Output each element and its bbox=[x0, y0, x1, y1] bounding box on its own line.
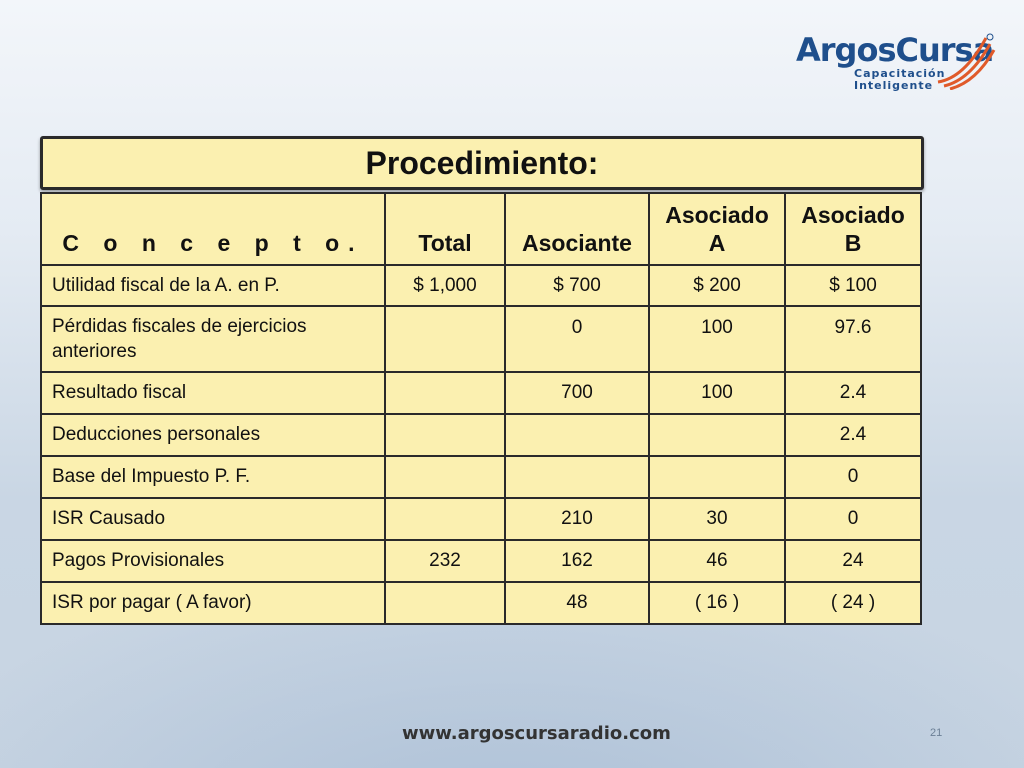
row-value-cell bbox=[649, 414, 785, 456]
table-row bbox=[41, 456, 921, 498]
row-concept-cell: Base del Impuesto P. F. bbox=[41, 456, 385, 498]
header-asociante: Asociante bbox=[505, 193, 649, 265]
row-value-cell bbox=[505, 456, 649, 498]
row-value-cell: 700 bbox=[505, 372, 649, 414]
row-value-cell: 0 bbox=[785, 498, 921, 540]
row-value-cell: 210 bbox=[505, 498, 649, 540]
row-value-cell bbox=[385, 498, 505, 540]
table-row bbox=[41, 306, 921, 372]
row-value-cell: 0 bbox=[785, 456, 921, 498]
row-value-cell: 2.4 bbox=[785, 414, 921, 456]
table-header-row bbox=[41, 193, 921, 265]
row-value-cell bbox=[385, 306, 505, 372]
row-value-cell: 48 bbox=[505, 582, 649, 624]
table-row bbox=[41, 582, 921, 624]
logo-tagline-2: Inteligente bbox=[854, 79, 934, 92]
logo-swoosh-icon bbox=[934, 32, 996, 90]
row-concept-cell: Pagos Provisionales bbox=[41, 540, 385, 582]
row-value-cell: 2.4 bbox=[785, 372, 921, 414]
row-concept-cell: Resultado fiscal bbox=[41, 372, 385, 414]
header-concepto: C o n c e p t o. bbox=[41, 193, 385, 265]
header-asociado-a: Asociado A bbox=[649, 193, 785, 265]
logo-brand-text: ArgosCursa bbox=[796, 31, 994, 69]
table-row bbox=[41, 265, 921, 306]
procedure-table bbox=[40, 192, 922, 625]
row-value-cell bbox=[385, 372, 505, 414]
logo-tagline-1: Capacitación bbox=[854, 67, 946, 80]
slide-number: 21 bbox=[930, 727, 943, 739]
row-concept-cell: ISR por pagar ( A favor) bbox=[41, 582, 385, 624]
row-value-cell: 232 bbox=[385, 540, 505, 582]
header-asociado-b: Asociado B bbox=[785, 193, 921, 265]
row-value-cell bbox=[505, 414, 649, 456]
row-concept-cell: ISR Causado bbox=[41, 498, 385, 540]
row-value-cell bbox=[385, 582, 505, 624]
brand-logo bbox=[796, 30, 996, 92]
row-value-cell: 46 bbox=[649, 540, 785, 582]
table-row bbox=[41, 498, 921, 540]
row-concept-cell: Deducciones personales bbox=[41, 414, 385, 456]
header-total: Total bbox=[385, 193, 505, 265]
row-value-cell: $ 100 bbox=[785, 265, 921, 306]
row-value-cell: ( 24 ) bbox=[785, 582, 921, 624]
table-row bbox=[41, 414, 921, 456]
row-value-cell bbox=[385, 456, 505, 498]
row-value-cell: 100 bbox=[649, 372, 785, 414]
row-value-cell: 100 bbox=[649, 306, 785, 372]
row-concept-cell: Utilidad fiscal de la A. en P. bbox=[41, 265, 385, 306]
row-value-cell: $ 700 bbox=[505, 265, 649, 306]
row-concept-cell: Pérdidas fiscales de ejercicios anteriores bbox=[41, 306, 385, 372]
row-value-cell: 97.6 bbox=[785, 306, 921, 372]
footer-url: www.argoscursaradio.com bbox=[402, 723, 671, 744]
row-value-cell: 24 bbox=[785, 540, 921, 582]
row-value-cell: ( 16 ) bbox=[649, 582, 785, 624]
table-row bbox=[41, 540, 921, 582]
row-value-cell: $ 1,000 bbox=[385, 265, 505, 306]
row-value-cell bbox=[649, 456, 785, 498]
slide-title: Procedimiento: bbox=[40, 136, 924, 190]
row-value-cell: 0 bbox=[505, 306, 649, 372]
row-value-cell: $ 200 bbox=[649, 265, 785, 306]
row-value-cell: 30 bbox=[649, 498, 785, 540]
row-value-cell: 162 bbox=[505, 540, 649, 582]
row-value-cell bbox=[385, 414, 505, 456]
table-row bbox=[41, 372, 921, 414]
